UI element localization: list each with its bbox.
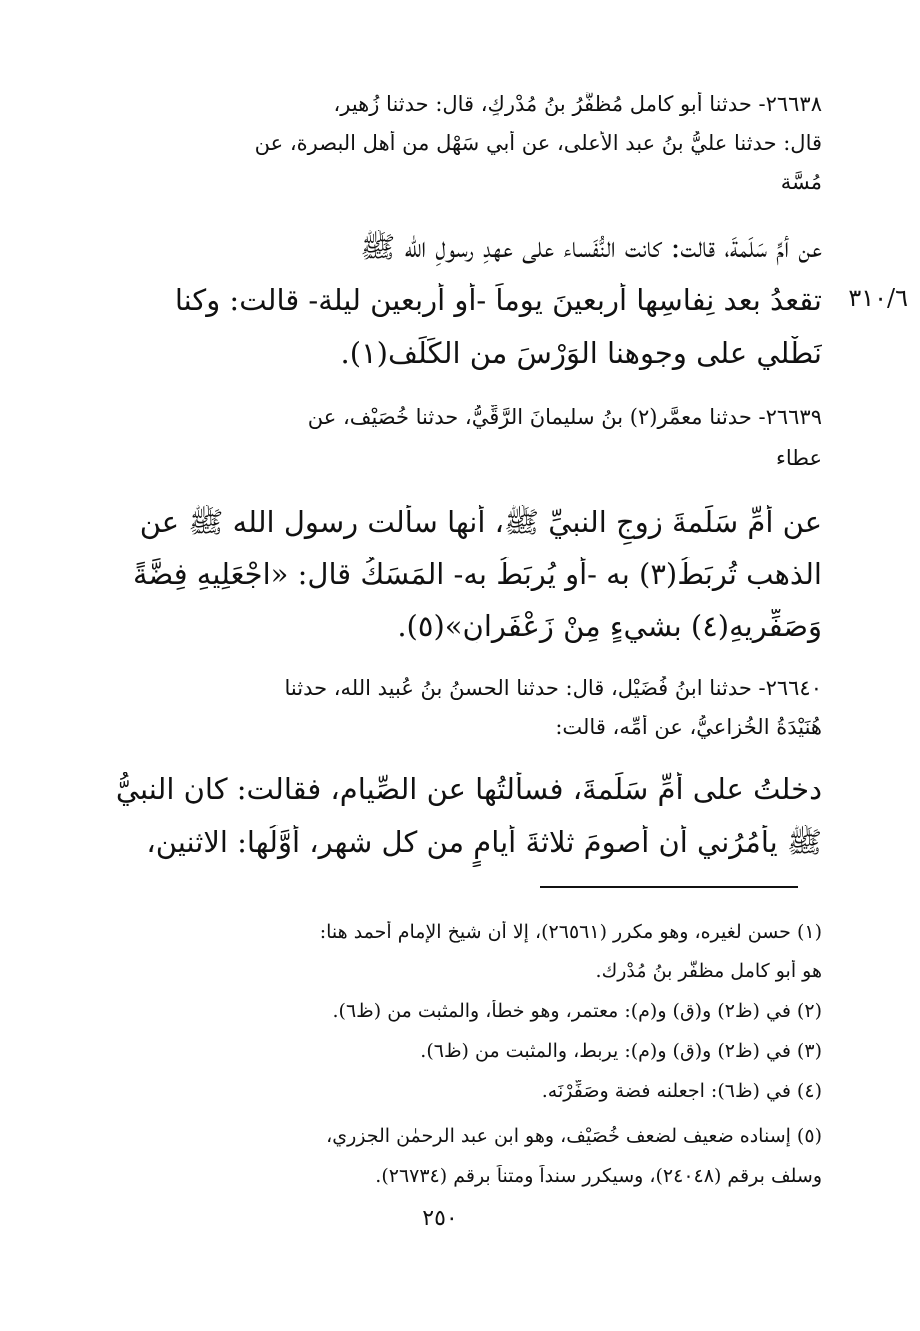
hadith-26638-text-line-2: تقعدُ بعد نِفاسِها أربعينَ يوماً -أو أربعين ليلة- قالت: وكنا [174, 283, 822, 317]
hadith-26640-text-line-1: دخلتُ على أمِّ سَلَمةَ، فسألتُها عن الصِّيام، فقالت: كان النبيُّ [115, 772, 822, 806]
footnote-2: (٢) في (ظ٢) و(ق) و(م): معتمر، وهو خطأ، والمثبت من (ظ٦). [332, 1000, 822, 1022]
hadith-26638-chain-line-3: مُسَّة [780, 170, 822, 194]
page-number: ٢٥٠ [422, 1206, 458, 1231]
hadith-26640-text-line-2: ﷺ يأمُرُني أن أَصومَ ثلاثةَ أيامٍ من كل شهر، أوَّلُها: الاثنين، [146, 825, 822, 859]
margin-volume-page-reference: ٣١٠/٦ [848, 284, 908, 312]
footnote-1-line-1: (١) حسن لغيره، وهو مكرر (٢٦٥٦١)، إلا أن شيخ الإمام أحمد هنا: [319, 921, 822, 943]
hadith-26640-chain-line-2: هُنَيْدَةُ الخُزاعيُّ، عن أمِّه، قالت: [555, 715, 822, 739]
footnote-5-line-1: (٥) إسناده ضعيف لضعف خُصَيْف، وهو ابن عبد الرحمٰن الجزري، [326, 1125, 822, 1147]
hadith-26639-text-line-2: الذهب تُربَطُ(٣) به -أو يُربَطُ به- المَسَكُ قال: «اجْعَلِيهِ فِضَّةً [133, 557, 822, 591]
hadith-26639-text-line-3: وَصَفِّرِيهِ(٤) بشيءٍ مِنْ زَعْفَرانٍ»(٥). [397, 609, 822, 643]
hadith-26639-text-line-1: عن أمِّ سَلَمةَ زوجِ النبيِّ ﷺ، أنها سألت رسول الله ﷺ عن [139, 505, 822, 539]
hadith-26638-chain-line-1: ٢٦٦٣٨- حدثنا أبو كامل مُظفَّرُ بنُ مُدْرِكٍ، قال: حدثنا زُهير، [333, 92, 822, 116]
footnote-1-line-2: هو أبو كامل مظفَّر بنُ مُدْرِك. [595, 960, 822, 982]
footnote-4: (٤) في (ظ٦): اجعلنه فضة وصَفِّرْنَه. [541, 1080, 822, 1102]
hadith-26639-chain-line-2: عطاء [775, 446, 822, 470]
hadith-26640-chain-line-1: ٢٦٦٤٠- حدثنا ابنُ فُضَيْل، قال: حدثنا الحسنُ بنُ عُبيد الله، حدثنا [284, 676, 822, 700]
footnote-5-line-2: وسلف برقم (٢٤٠٤٨)، وسيكرر سنداً ومتناً برقم (٢٦٧٣٤). [375, 1165, 822, 1187]
footnote-separator [540, 886, 798, 888]
hadith-26638-text-line-3: نَطْلي على وجوهنا الوَرْسَ من الكَلَف(١). [340, 336, 822, 370]
footnote-3: (٣) في (ظ٢) و(ق) و(م): يربط، والمثبت من (ظ٦). [420, 1040, 822, 1062]
hadith-26639-chain-line-1: ٢٦٦٣٩- حدثنا معمَّر(٢) بنُ سليمانَ الرَّقِّيُّ، حدثنا خُصَيْف، عن [307, 405, 822, 429]
hadith-26638-chain-line-2: قال: حدثنا عليُّ بنُ عبد الأعلى، عن أبي سَهْل من أهل البصرة، عن [254, 131, 822, 155]
hadith-26638-text-line-1: عن أمِّ سَلَمةَ، قالت: كانت النُّفَساء على عهدِ رسولِ الله ﷺ [360, 230, 822, 264]
